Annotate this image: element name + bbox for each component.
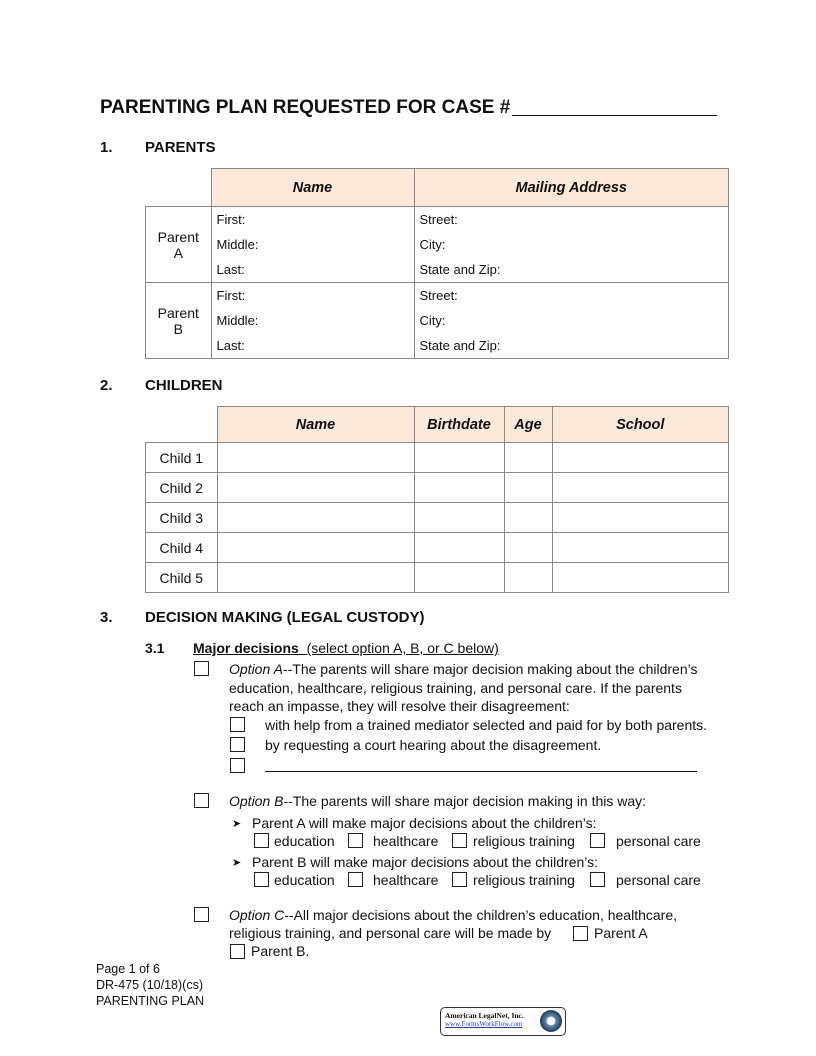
school-field[interactable] [552, 503, 729, 533]
birthdate-field[interactable] [414, 473, 504, 503]
section-number: 1. [100, 139, 113, 156]
mediator-label: with help from a trained mediator selected and paid for by both parents. [265, 717, 708, 733]
table-row [146, 473, 729, 503]
form-name: PARENTING PLAN [96, 994, 205, 1008]
empty-corner [146, 169, 212, 207]
row-label: Child 3 [146, 503, 218, 533]
children-table [145, 406, 729, 593]
age-field[interactable] [504, 443, 552, 473]
row-label: Child 2 [146, 473, 218, 503]
age-field[interactable] [504, 563, 552, 593]
parent-a-religious-training-checkbox[interactable] [452, 833, 467, 848]
row-label: Child 4 [146, 533, 218, 563]
table-row [146, 563, 729, 593]
child-name-field[interactable] [217, 443, 414, 473]
option-c-text: Option C--All major decisions about the children’s education, healthcare, [229, 907, 677, 923]
city-field[interactable]: City: [419, 313, 446, 328]
page-number: Page 1 of 6 [96, 962, 160, 976]
middle-name-field[interactable]: Middle: [216, 313, 259, 328]
row-label: Child 5 [146, 563, 218, 593]
section-number: 3. [100, 609, 113, 626]
school-field[interactable] [552, 443, 729, 473]
form-number: DR-475 (10/18)(cs) [96, 978, 203, 992]
court-hearing-label: by requesting a court hearing about the disagreement. [265, 737, 602, 753]
area-label: personal care [616, 872, 701, 888]
state-zip-field[interactable]: State and Zip: [419, 338, 501, 353]
globe-icon [540, 1010, 562, 1032]
age-field[interactable] [504, 503, 552, 533]
option-a-checkbox[interactable] [194, 661, 209, 676]
row-label: Child 1 [146, 443, 218, 473]
last-name-field[interactable]: Last: [216, 262, 245, 277]
column-header: Name [217, 407, 414, 443]
option-a-text: reach an impasse, they will resolve their disagreement: [229, 698, 570, 714]
mediator-checkbox[interactable] [230, 717, 245, 732]
arrow-bullet-icon: ➤ [232, 857, 242, 869]
option-b-text: Option B--The parents will share major decision making in this way: [229, 793, 647, 809]
subsection-number: 3.1 [145, 640, 165, 656]
parent-a-personal-care-checkbox[interactable] [590, 833, 605, 848]
option-c-parent-a-checkbox[interactable] [573, 926, 588, 941]
area-label: personal care [616, 833, 701, 849]
option-c-parent-b-label: Parent B. [251, 943, 310, 959]
area-label: religious training [473, 872, 575, 888]
page-title: PARENTING PLAN REQUESTED FOR CASE # [100, 97, 511, 118]
birthdate-field[interactable] [414, 443, 504, 473]
option-c-parent-a-label: Parent A [594, 925, 648, 941]
court-hearing-checkbox[interactable] [230, 737, 245, 752]
parent-a-education-checkbox[interactable] [254, 833, 269, 848]
section-heading-parents: PARENTS [145, 139, 216, 156]
parent-b-religious-training-checkbox[interactable] [452, 872, 467, 887]
column-header: School [552, 407, 729, 443]
school-field[interactable] [552, 473, 729, 503]
option-a-text: education, healthcare, religious training, and personal care. If the parents [229, 680, 682, 696]
area-label: religious training [473, 833, 575, 849]
option-c-text: religious training, and personal care will be made by [229, 925, 552, 941]
child-name-field[interactable] [217, 503, 414, 533]
parent-b-healthcare-checkbox[interactable] [348, 872, 363, 887]
subsection-heading: Major decisions (select option A, B, or C below) [193, 640, 499, 656]
american-legalnet-logo[interactable] [440, 1007, 566, 1036]
logo-company: American LegalNet, Inc. [445, 1011, 524, 1020]
parent-b-education-checkbox[interactable] [254, 872, 269, 887]
birthdate-field[interactable] [414, 563, 504, 593]
column-header: Mailing Address [414, 169, 729, 207]
column-header: Age [504, 407, 552, 443]
other-text-field[interactable] [265, 771, 697, 772]
area-label: healthcare [373, 833, 439, 849]
first-name-field[interactable]: First: [216, 212, 246, 227]
option-a-text: Option A--The parents will share major decision making about the children’s [229, 661, 698, 677]
street-field[interactable]: Street: [419, 212, 458, 227]
first-name-field[interactable]: First: [216, 288, 246, 303]
middle-name-field[interactable]: Middle: [216, 237, 259, 252]
option-c-checkbox[interactable] [194, 907, 209, 922]
case-number-field[interactable] [512, 115, 717, 116]
option-b-checkbox[interactable] [194, 793, 209, 808]
last-name-field[interactable]: Last: [216, 338, 245, 353]
empty-corner [146, 407, 218, 443]
age-field[interactable] [504, 473, 552, 503]
parent-b-personal-care-checkbox[interactable] [590, 872, 605, 887]
section-heading-children: CHILDREN [145, 377, 223, 394]
area-label: education [274, 872, 335, 888]
parents-table [145, 168, 729, 359]
parent-a-decisions-label: Parent A will make major decisions about the children’s: [252, 815, 597, 831]
row-label: Parent A [146, 207, 212, 283]
area-label: education [274, 833, 335, 849]
parent-b-decisions-label: Parent B will make major decisions about the children’s: [252, 854, 599, 870]
logo-url-link[interactable]: www.FormsWorkFlow.com [445, 1020, 523, 1028]
street-field[interactable]: Street: [419, 288, 458, 303]
section-heading-decision-making: DECISION MAKING (LEGAL CUSTODY) [145, 609, 425, 626]
birthdate-field[interactable] [414, 503, 504, 533]
table-row [146, 533, 729, 563]
row-label: Parent B [146, 283, 212, 359]
column-header: Name [211, 169, 414, 207]
child-name-field[interactable] [217, 533, 414, 563]
state-zip-field[interactable]: State and Zip: [419, 262, 501, 277]
city-field[interactable]: City: [419, 237, 446, 252]
table-row [146, 283, 729, 359]
other-checkbox[interactable] [230, 758, 245, 773]
arrow-bullet-icon: ➤ [232, 818, 242, 830]
parent-a-healthcare-checkbox[interactable] [348, 833, 363, 848]
birthdate-field[interactable] [414, 533, 504, 563]
section-number: 2. [100, 377, 113, 394]
column-header: Birthdate [414, 407, 504, 443]
school-field[interactable] [552, 563, 729, 593]
child-name-field[interactable] [217, 473, 414, 503]
school-field[interactable] [552, 533, 729, 563]
age-field[interactable] [504, 533, 552, 563]
table-row [146, 207, 729, 283]
option-c-parent-b-checkbox[interactable] [230, 944, 245, 959]
area-label: healthcare [373, 872, 439, 888]
table-row [146, 443, 729, 473]
table-row [146, 503, 729, 533]
child-name-field[interactable] [217, 563, 414, 593]
